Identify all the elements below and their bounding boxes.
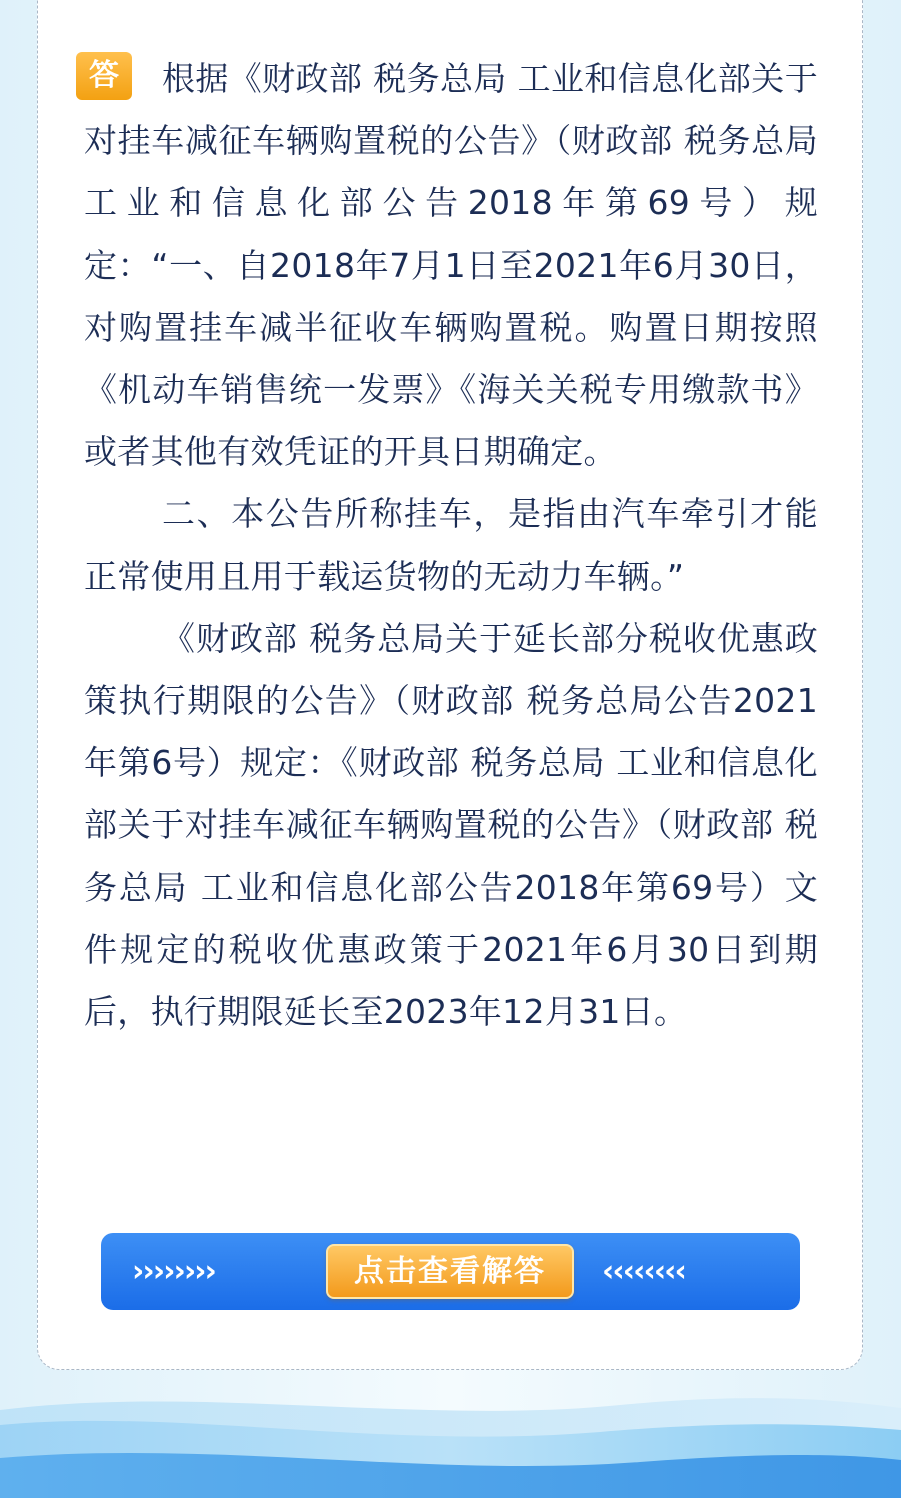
- chevron-right-icon: ››››››››: [132, 1254, 215, 1289]
- bottom-wave-decoration: [0, 1380, 901, 1498]
- answer-paragraph-1: 根据《财政部 税务总局 工业和信息化部关于对挂车减征车辆购置税的公告》（财政部 税务总局 工业和信息化部公告2018年第69号）规定：“一、自2018年7月1日至2021年6月30日，对购置挂车减半征收车辆购置税。购置日期按照《机动车销售统一发票》《海关关税专用缴款书》或者其他有效凭证的开具日期确定。: [84, 59, 818, 472]
- answer-paragraph-3: 《财政部 税务总局关于延长部分税收优惠政策执行期限的公告》（财政部 税务总局公告2021年第6号）规定：《财政部 税务总局 工业和信息化部关于对挂车减征车辆购置税的公告》（财政部 税务总局 工业和信息化部公告2018年第69号）文件规定的税收优惠政策于2021年6月30日到期后，执行期限延长至2023年12月31日。: [84, 618, 818, 1032]
- view-answer-button[interactable]: 点击查看解答: [326, 1244, 574, 1299]
- answer-text: [84, 48, 818, 1043]
- chevron-left-icon: ‹‹‹‹‹‹‹‹: [602, 1254, 685, 1289]
- answer-paragraph-2: 二、本公告所称挂车，是指由汽车牵引才能正常使用且用于载运货物的无动力车辆。”: [84, 494, 818, 596]
- answer-badge: 答: [76, 52, 132, 100]
